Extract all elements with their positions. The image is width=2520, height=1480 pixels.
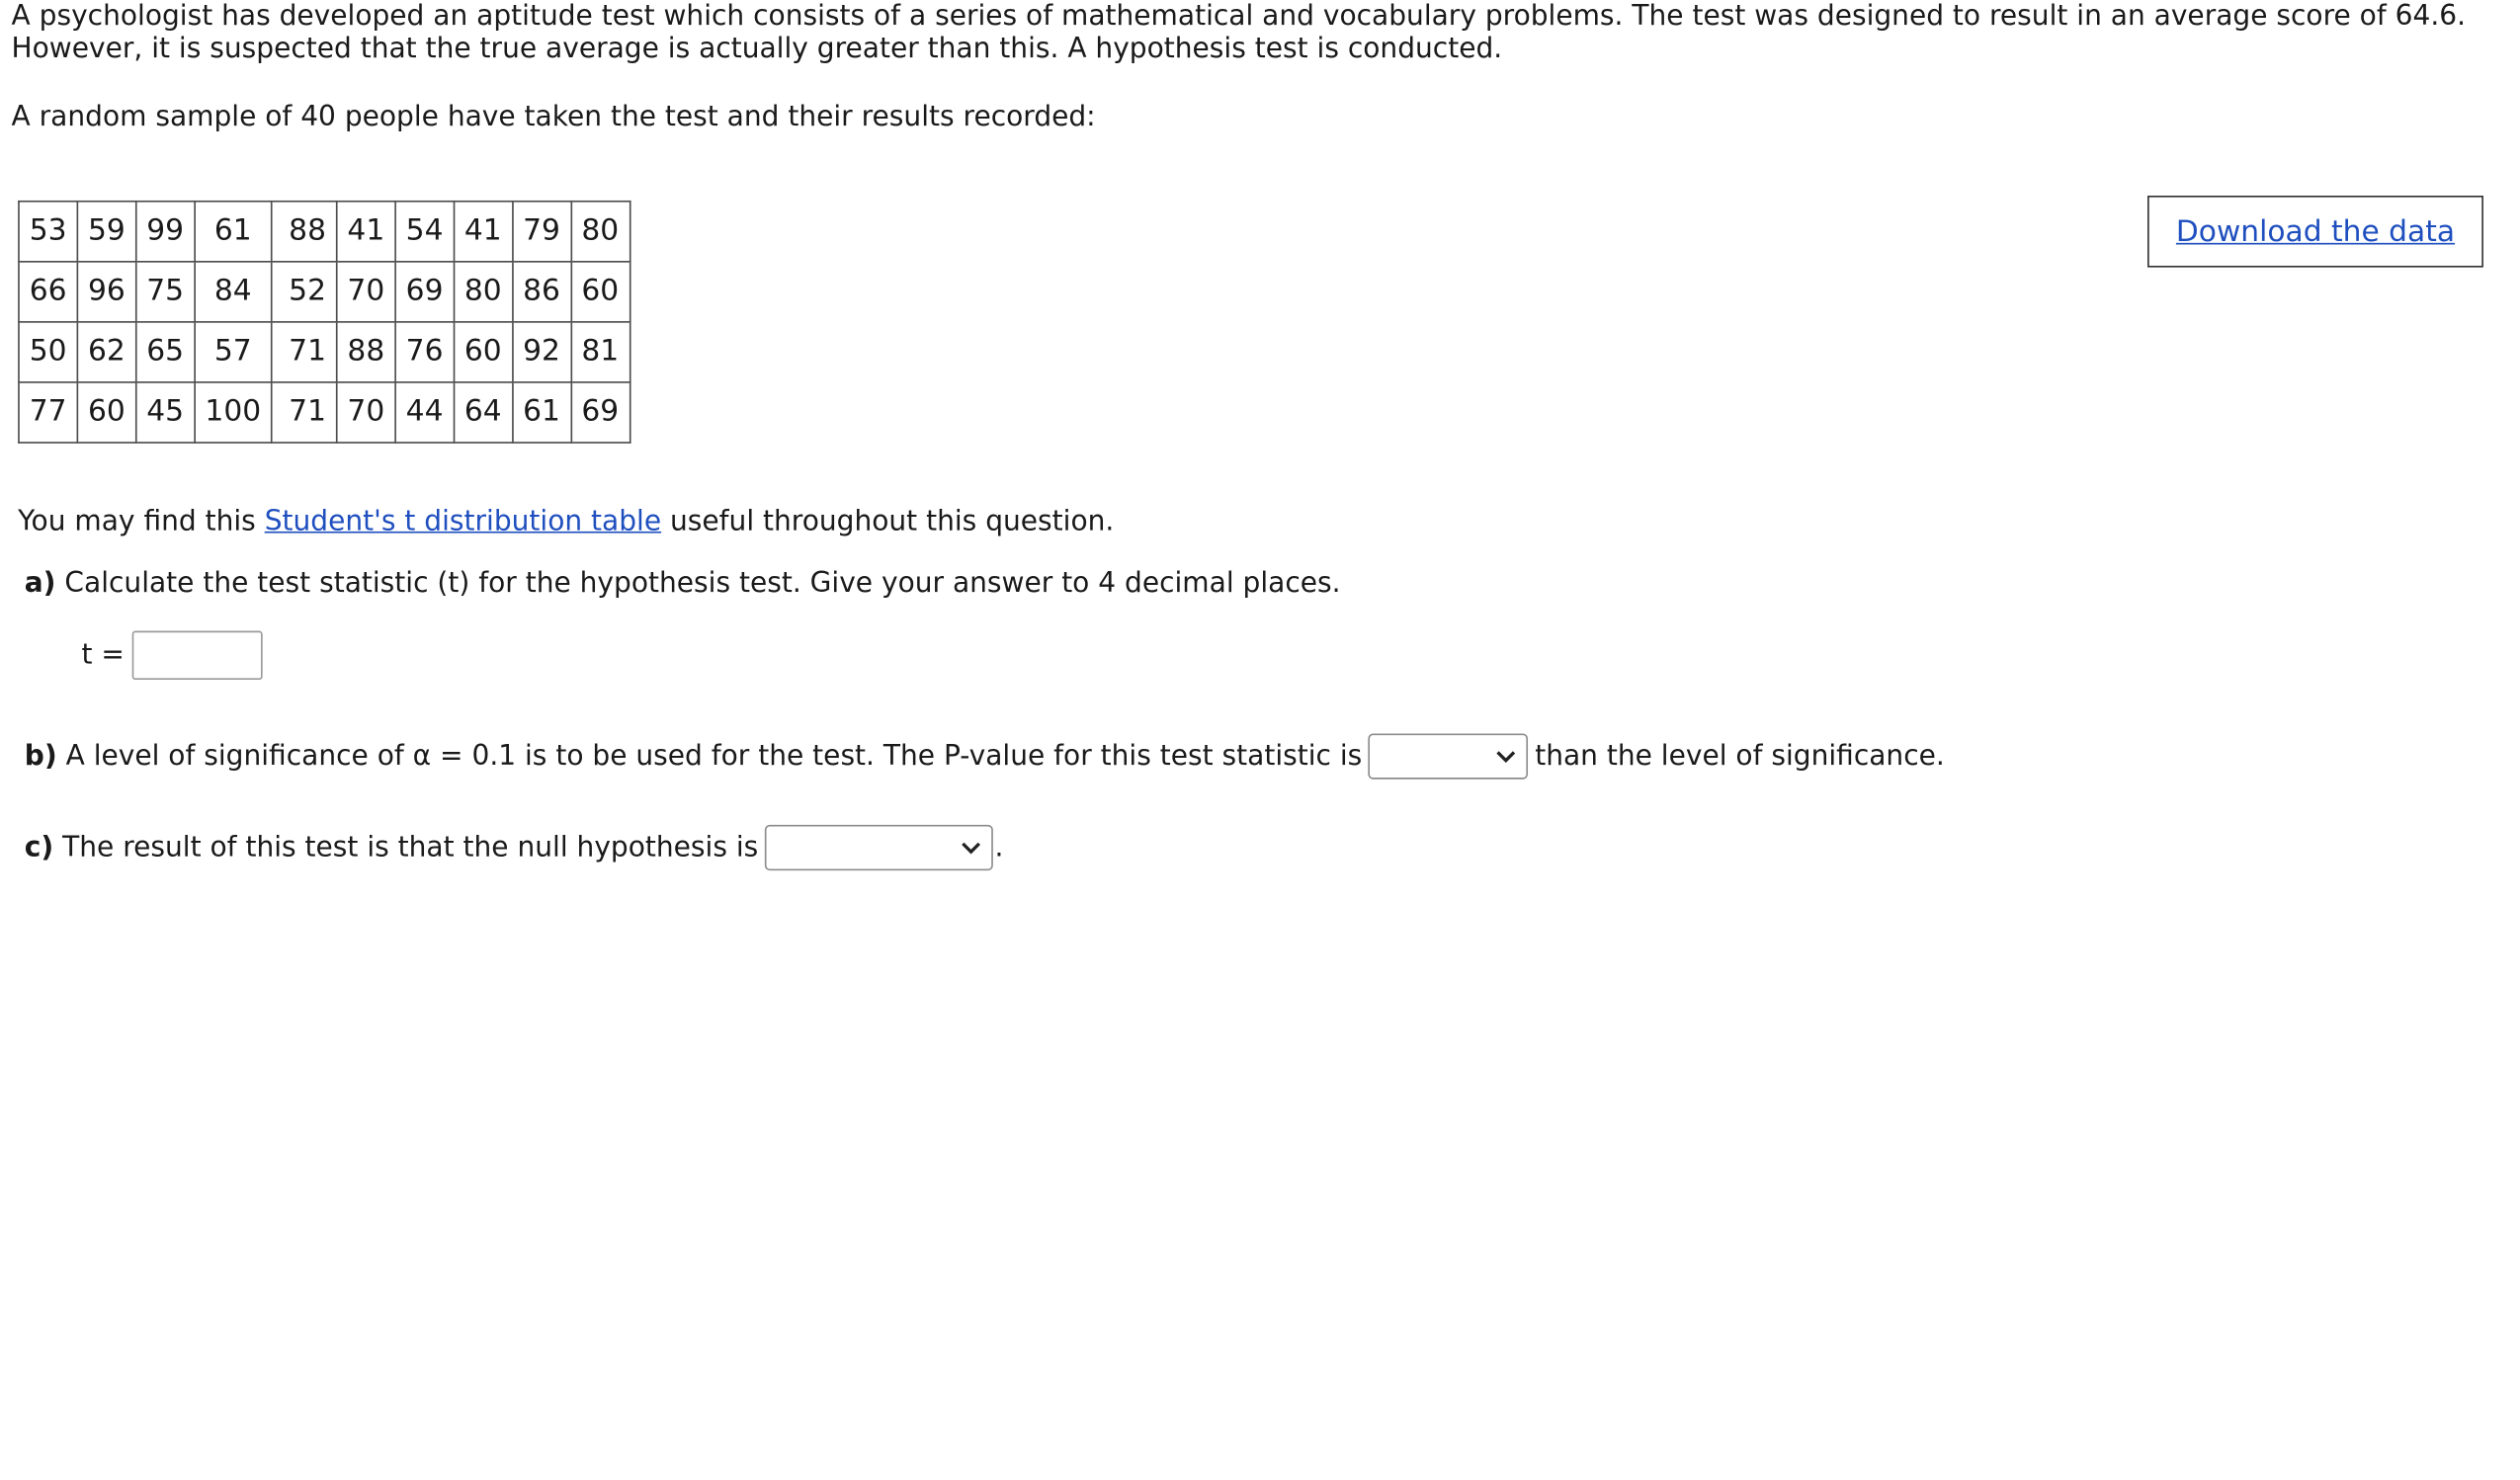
sample-description: A random sample of 40 people have taken the test and their results recorded: [11,101,1096,134]
table-cell: 80 [571,202,630,262]
table-cell: 59 [77,202,135,262]
table-cell: 99 [135,202,194,262]
table-cell: 57 [195,322,272,382]
table-row [19,202,630,262]
table-cell: 84 [195,262,272,322]
table-cell: 41 [454,202,512,262]
table-cell: 54 [395,202,454,262]
table-cell: 50 [19,322,77,382]
data-table [18,201,630,444]
part-b-text: A level of significance of α = 0.1 is to be used for the test. The P-value for this test statistic is [56,740,1363,774]
table-cell: 80 [454,262,512,322]
table-cell: 66 [19,262,77,322]
table-cell: 76 [395,322,454,382]
table-cell: 69 [571,382,630,443]
table-cell: 70 [337,382,395,443]
t-label: t = [81,638,125,672]
table-cell: 77 [19,382,77,443]
table-cell: 70 [337,262,395,322]
part-b-label: b) [24,740,57,774]
table-cell: 96 [77,262,135,322]
table-cell: 81 [571,322,630,382]
null-hypothesis-result-select[interactable] [765,825,993,870]
table-cell: 41 [337,202,395,262]
part-b-text-after: than the level of significance. [1535,740,1945,774]
t-distribution-note [18,504,1114,539]
table-cell: 92 [512,322,570,382]
table-cell: 75 [135,262,194,322]
table-cell: 65 [135,322,194,382]
table-cell: 88 [337,322,395,382]
table-cell: 60 [571,262,630,322]
table-cell: 53 [19,202,77,262]
table-cell: 71 [272,382,337,443]
part-c-text-after: . [994,831,1004,864]
table-cell: 60 [454,322,512,382]
part-a-label: a) [24,567,56,601]
t-answer-row [82,631,264,681]
table-cell: 79 [512,202,570,262]
part-c-question [25,825,1004,870]
table-cell: 52 [272,262,337,322]
chevron-down-icon [1496,749,1517,764]
table-cell: 45 [135,382,194,443]
table-cell: 69 [395,262,454,322]
table-cell: 71 [272,322,337,382]
table-row [19,322,630,382]
t-note-after: useful throughout this question. [661,505,1115,538]
t-distribution-table-link[interactable]: Student's t distribution table [264,505,662,538]
table-cell: 86 [512,262,570,322]
download-data-button[interactable]: Download the data [2147,196,2483,268]
intro-paragraph: A psychologist has developed an aptitude test which consists of a series of mathematical and vocabulary problems. The test was designed to result in an average score of 64.6. However, it is suspected that the true average is actually greater than this. A hypothesis test is conducted. [11,0,2467,65]
table-row [19,262,630,322]
table-cell: 44 [395,382,454,443]
part-a-question [25,566,1341,602]
part-b-question [25,734,1945,780]
table-cell: 100 [195,382,272,443]
part-a-text: Calculate the test statistic (t) for the hypothesis test. Give your answer to 4 decimal places. [55,567,1341,601]
table-cell: 60 [77,382,135,443]
table-row [19,382,630,443]
t-note-before: You may find this [18,505,265,538]
t-statistic-input[interactable] [132,631,263,681]
chevron-down-icon [961,841,981,856]
table-cell: 64 [454,382,512,443]
table-cell: 88 [272,202,337,262]
part-c-text: The result of this test is that the null hypothesis is [53,831,759,864]
table-cell: 61 [195,202,272,262]
table-cell: 62 [77,322,135,382]
table-cell: 61 [512,382,570,443]
part-c-label: c) [24,831,54,864]
p-value-comparison-select[interactable] [1369,734,1529,780]
